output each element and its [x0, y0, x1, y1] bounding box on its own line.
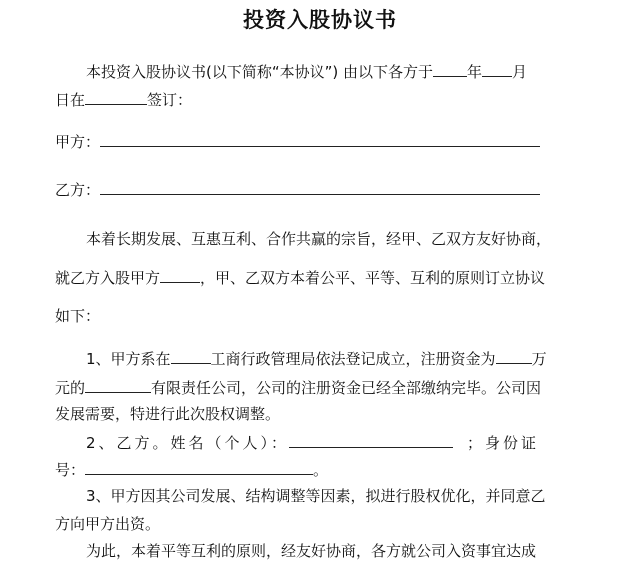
- place-blank: [85, 90, 147, 105]
- id-number-blank: [85, 460, 313, 475]
- intro-line-1: [86, 62, 527, 82]
- clause1-text-e: 有限责任公司，公司的注册资金已经全部缴纳完毕。公司因: [151, 379, 542, 397]
- clause1-text-a: 1、甲方系在: [86, 350, 171, 368]
- party-b-label: 乙方：: [55, 181, 101, 199]
- year-label: 年: [467, 63, 483, 81]
- year-blank: [433, 62, 467, 77]
- month-blank: [482, 62, 512, 77]
- principle-text-b: ，甲、乙双方本着公平、平等、互利的原则订立协议: [200, 269, 546, 287]
- month-label: 月: [512, 63, 528, 81]
- signed-label: 签订：: [147, 91, 193, 109]
- clause1-text-d: 元的: [55, 379, 86, 397]
- clause2-line-1: [86, 433, 539, 453]
- party-a-label: 甲方：: [55, 133, 101, 151]
- registry-blank: [171, 349, 211, 364]
- clause2-text-d: 。: [313, 461, 329, 479]
- name-blank: [289, 433, 453, 448]
- principle-line-2: [55, 268, 545, 288]
- principle-line-1: 本着长期发展、互惠互利、合作共赢的宗旨，经甲、乙双方友好协商，: [86, 230, 552, 248]
- closing-line-1: 为此，本着平等互利的原则，经友好协商，各方就公司入资事宜达成: [86, 542, 537, 560]
- principle-line-3: 如下：: [55, 307, 101, 325]
- party-a-line: [55, 132, 540, 152]
- clause1-line-2: [55, 378, 541, 398]
- share-blank: [160, 268, 200, 283]
- clause1-line-3: 发展需要，特进行此次股权调整。: [55, 405, 281, 423]
- clause2-text-c: 号：: [55, 461, 86, 479]
- clause3-line-1: 3、甲方因其公司发展、结构调整等因素，拟进行股权优化，并同意乙: [86, 487, 546, 505]
- clause1-line-1: [86, 349, 547, 369]
- clause2-line-2: [55, 460, 328, 480]
- clause3-line-2: 方向甲方出资。: [55, 515, 161, 533]
- party-b-line: [55, 180, 540, 200]
- party-a-blank: [100, 132, 540, 147]
- day-label: 日在: [55, 91, 86, 109]
- company-name-blank: [85, 378, 151, 393]
- clause2-text-b: ；身份证: [467, 434, 540, 452]
- clause1-text-c: 万: [531, 350, 547, 368]
- clause1-text-b: 工商行政管理局依法登记成立，注册资金为: [210, 350, 496, 368]
- intro-line-2: [55, 90, 192, 110]
- clause2-text-a: 2、乙方。姓名（个人）：: [86, 434, 290, 452]
- party-b-blank: [100, 180, 540, 195]
- capital-blank: [496, 349, 532, 364]
- principle-text-a: 就乙方入股甲方: [55, 269, 161, 287]
- document-title: 投资入股协议书: [243, 8, 397, 32]
- intro-text: 本投资入股协议书(以下简称“本协议”) 由以下各方于: [86, 63, 434, 81]
